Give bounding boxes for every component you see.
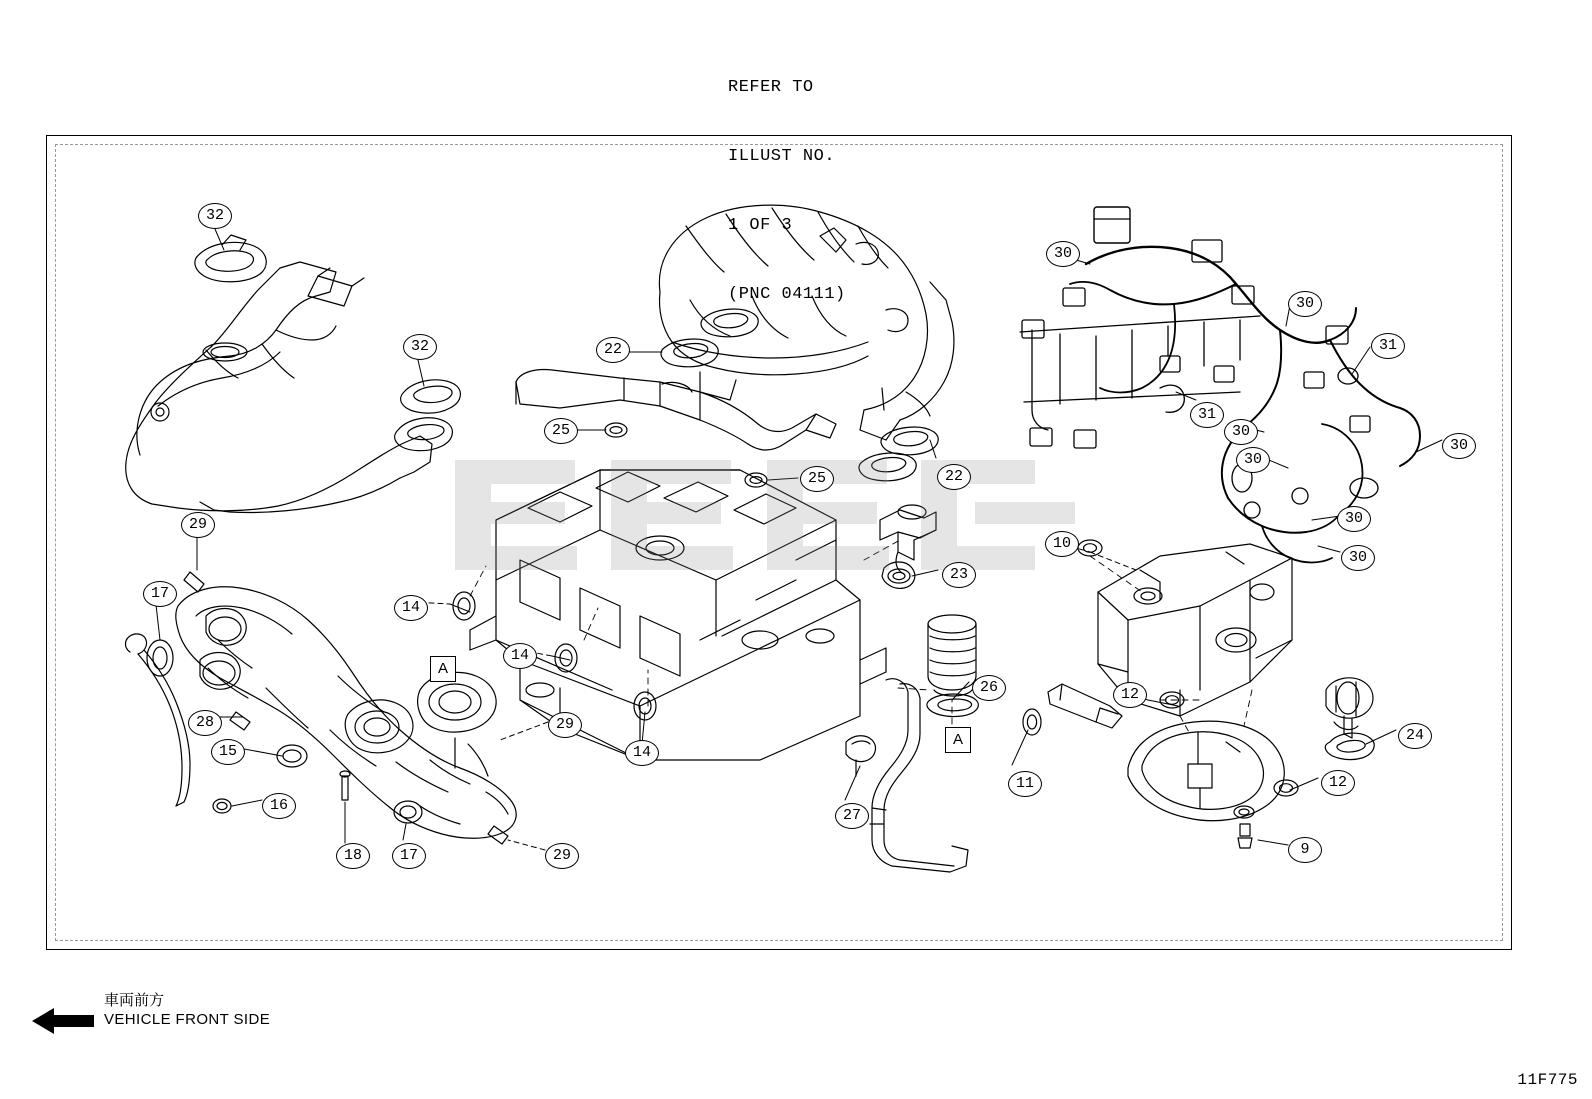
section-label-A: A bbox=[430, 656, 456, 682]
diagram-inner-frame bbox=[55, 144, 1503, 941]
callout-29[interactable]: 29 bbox=[545, 843, 579, 869]
vehicle-front-side-jp: 車両前方 bbox=[104, 991, 165, 1009]
refer-line-4: (PNC 04111) bbox=[728, 285, 846, 304]
callout-32[interactable]: 32 bbox=[198, 203, 232, 229]
callout-30[interactable]: 30 bbox=[1046, 241, 1080, 267]
callout-31[interactable]: 31 bbox=[1371, 333, 1405, 359]
callout-14[interactable]: 14 bbox=[503, 643, 537, 669]
callout-11[interactable]: 11 bbox=[1008, 771, 1042, 797]
callout-30[interactable]: 30 bbox=[1288, 291, 1322, 317]
callout-28[interactable]: 28 bbox=[188, 710, 222, 736]
callout-14[interactable]: 14 bbox=[625, 740, 659, 766]
callout-17[interactable]: 17 bbox=[143, 581, 177, 607]
callout-26[interactable]: 26 bbox=[972, 675, 1006, 701]
callout-29[interactable]: 29 bbox=[181, 512, 215, 538]
callout-25[interactable]: 25 bbox=[544, 418, 578, 444]
callout-18[interactable]: 18 bbox=[336, 843, 370, 869]
callout-10[interactable]: 10 bbox=[1045, 531, 1079, 557]
refer-line-2: ILLUST NO. bbox=[728, 147, 836, 166]
vehicle-front-side-label bbox=[104, 990, 270, 1030]
callout-22[interactable]: 22 bbox=[596, 337, 630, 363]
sheet-code: 11F775 bbox=[1517, 1071, 1578, 1089]
refer-line-1: REFER TO bbox=[728, 78, 814, 97]
callout-23[interactable]: 23 bbox=[942, 562, 976, 588]
callout-14[interactable]: 14 bbox=[394, 595, 428, 621]
callout-30[interactable]: 30 bbox=[1224, 419, 1258, 445]
callout-15[interactable]: 15 bbox=[211, 739, 245, 765]
vehicle-front-side-en: VEHICLE FRONT SIDE bbox=[104, 1011, 271, 1028]
section-label-A: A bbox=[945, 727, 971, 753]
callout-22[interactable]: 22 bbox=[937, 464, 971, 490]
vehicle-front-arrow-icon bbox=[32, 1008, 94, 1034]
callout-17[interactable]: 17 bbox=[392, 843, 426, 869]
callout-12[interactable]: 12 bbox=[1321, 770, 1355, 796]
callout-27[interactable]: 27 bbox=[835, 803, 869, 829]
callout-30[interactable]: 30 bbox=[1236, 447, 1270, 473]
callout-30[interactable]: 30 bbox=[1341, 545, 1375, 571]
callout-30[interactable]: 30 bbox=[1442, 433, 1476, 459]
callout-30[interactable]: 30 bbox=[1337, 506, 1371, 532]
callout-31[interactable]: 31 bbox=[1190, 402, 1224, 428]
callout-24[interactable]: 24 bbox=[1398, 723, 1432, 749]
refer-line-3: 1 OF 3 bbox=[728, 216, 793, 235]
callout-29[interactable]: 29 bbox=[548, 712, 582, 738]
callout-9[interactable]: 9 bbox=[1288, 837, 1322, 863]
callout-12[interactable]: 12 bbox=[1113, 682, 1147, 708]
callout-16[interactable]: 16 bbox=[262, 793, 296, 819]
callout-25[interactable]: 25 bbox=[800, 466, 834, 492]
callout-32[interactable]: 32 bbox=[403, 334, 437, 360]
